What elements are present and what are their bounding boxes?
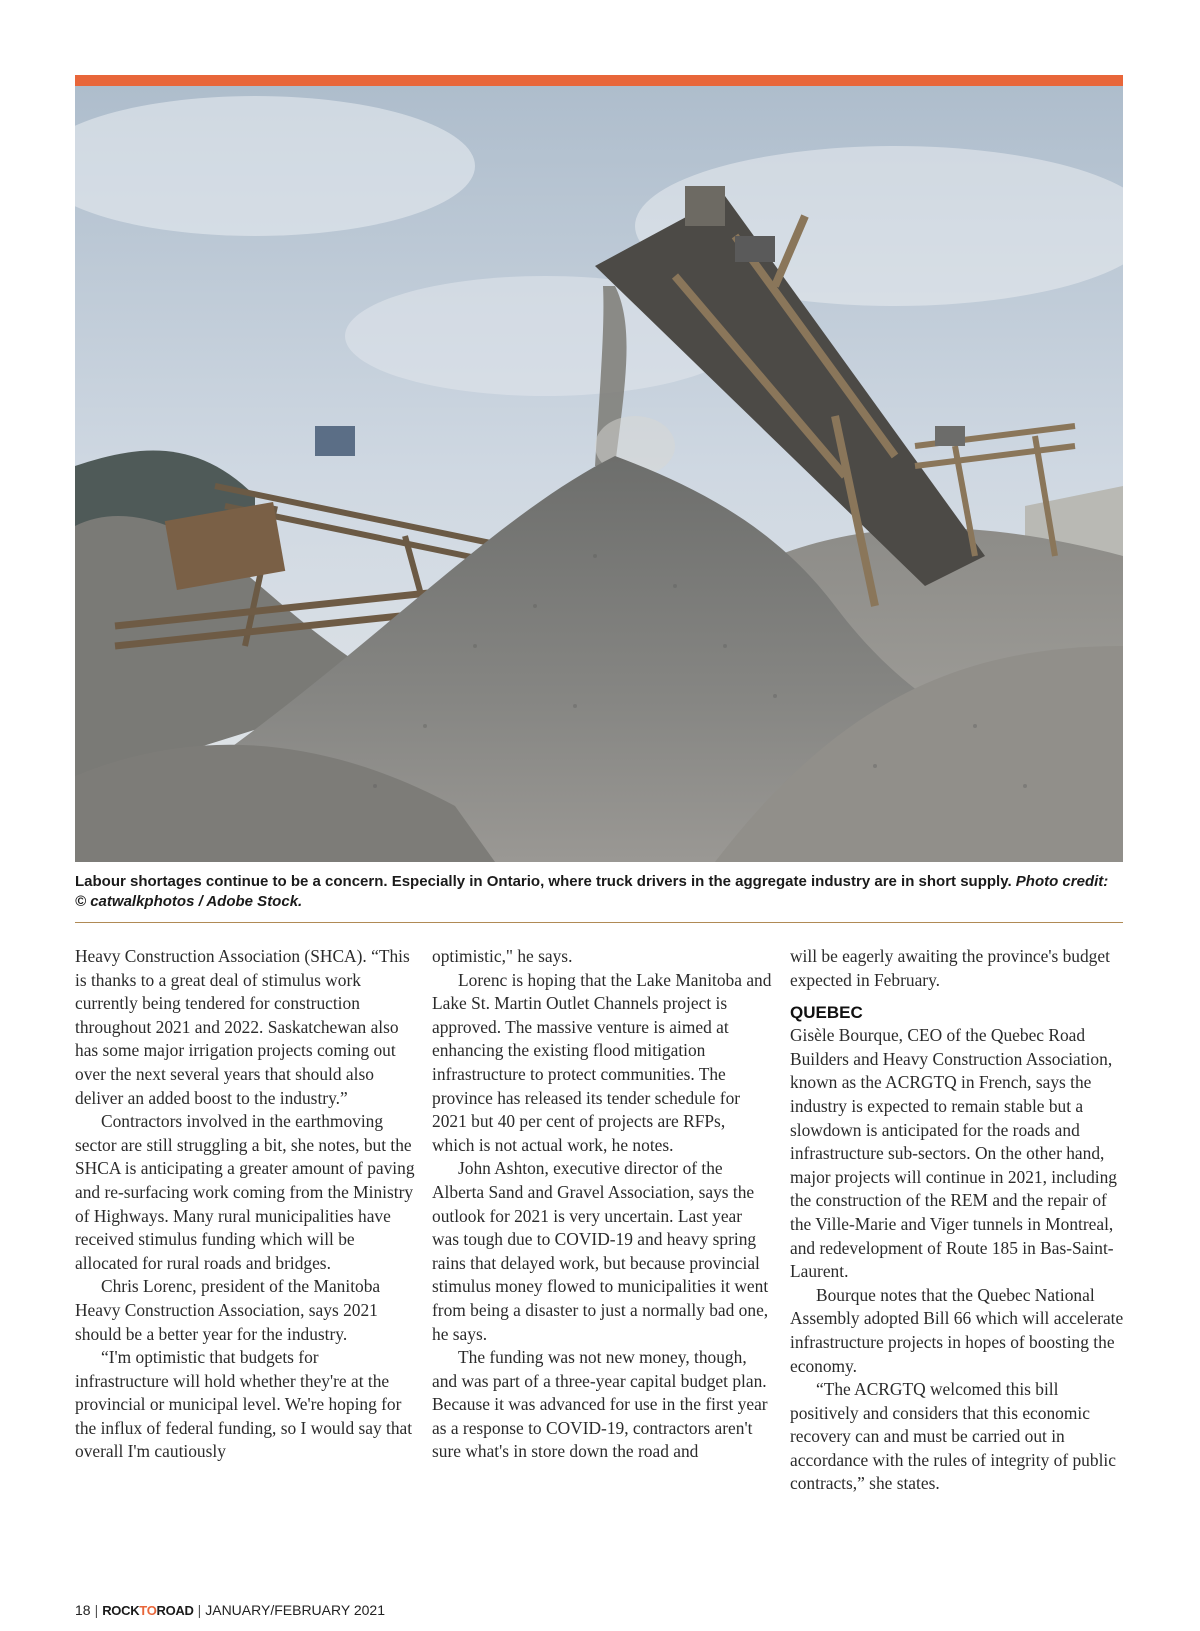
article-column-2: [432, 945, 772, 1464]
paragraph: Contractors involved in the earthmoving sector are still struggling a bit, she notes, but the SHCA is anticipating a greater amount of paving and re-surfacing work coming from the Ministry of Highways. Many rural municipalities have received stimulus funding which will be allocated for rural roads and bridges.: [75, 1111, 415, 1273]
photo-caption: [75, 872, 1123, 912]
paragraph: Chris Lorenc, president of the Manitoba Heavy Construction Association, says 2021 should be a better year for the industry.: [75, 1276, 381, 1344]
footer-separator: |: [197, 1602, 202, 1618]
paragraph: Lorenc is hoping that the Lake Manitoba and Lake St. Martin Outlet Channels project is approved. The massive venture is aimed at enhancing the existing flood mitigation infrastructure to protect communities. The province has released its tender schedule for 2021 but 40 per cent of projects are RFPs, which is not actual work, he notes.: [432, 969, 772, 1155]
article-column-1: [75, 945, 415, 1464]
photo-credit: Photo credit: © catwalkphotos / Adobe Stock.: [75, 873, 1109, 910]
feature-photo: [75, 86, 1123, 862]
paragraph: Bourque notes that the Quebec National Assembly adopted Bill 66 which will accelerate infrastructure projects in hopes of boosting the economy.: [790, 1284, 1124, 1376]
caption-divider: [75, 922, 1123, 923]
footer-separator: |: [94, 1602, 99, 1618]
paragraph: “The ACRGTQ welcomed this bill positively and considers that this economic recovery can and must be carried out in accordance with the rules of integrity of public contracts,” she states.: [790, 1379, 1116, 1494]
page-footer: [75, 1602, 385, 1618]
issue-date: JANUARY/FEBRUARY 2021: [205, 1602, 385, 1618]
logo-part-3: ROAD: [156, 1602, 194, 1618]
paragraph: John Ashton, executive director of the Alberta Sand and Gravel Association, says the outlook for 2021 is very uncertain. Last year was tough due to COVID-19 and heavy spring rains that delayed work, but because provincial stimulus money flowed to municipalities it went from being a disaster to just a normally bad one, he says.: [432, 1158, 769, 1344]
paragraph: optimistic," he says.: [432, 946, 573, 966]
logo-part-2: TO: [139, 1602, 157, 1618]
aggregate-stacker-illustration: [75, 86, 1123, 862]
caption-text: Labour shortages continue to be a concern. Especially in Ontario, where truck drivers in the aggregate industry are in short supply.: [75, 873, 1012, 890]
paragraph: Heavy Construction Association (SHCA). “This is thanks to a great deal of stimulus work currently being tendered for construction throughout 2021 and 2022. Saskatchewan also has some major irrigation projects coming out over the next several years that should also deliver an added boost to the industry.”: [75, 946, 410, 1108]
page-number: 18: [75, 1602, 91, 1618]
paragraph: The funding was not new money, though, and was part of a three-year capital budget plan. Because it was advanced for use in the first year as a response to COVID-19, contractors aren't sure what's in store down the road and: [432, 1347, 768, 1462]
paragraph: will be eagerly awaiting the province's budget expected in February.: [790, 946, 1110, 990]
logo-part-1: ROCK: [102, 1602, 140, 1618]
magazine-logo: [102, 1603, 193, 1618]
paragraph: Gisèle Bourque, CEO of the Quebec Road Builders and Heavy Construction Association, known as the ACRGTQ in French, says the industry is expected to remain stable but a slowdown is anticipated for the roads and infrastructure sub-sectors. On the other hand, major projects will continue in 2021, including the construction of the REM and the repair of the Ville-Marie and Viger tunnels in Montreal, and redevelopment of Route 185 in Bas-Saint-Laurent.: [790, 1025, 1117, 1282]
top-accent-rule: [75, 75, 1123, 86]
paragraph: “I'm optimistic that budgets for infrastructure will hold whether they're at the provincial or municipal level. We're hoping for the influx of federal funding, so I would say that overall I'm cautiously: [75, 1347, 413, 1462]
section-heading: QUEBEC: [790, 1003, 863, 1023]
article-column-3: [790, 945, 1130, 1496]
